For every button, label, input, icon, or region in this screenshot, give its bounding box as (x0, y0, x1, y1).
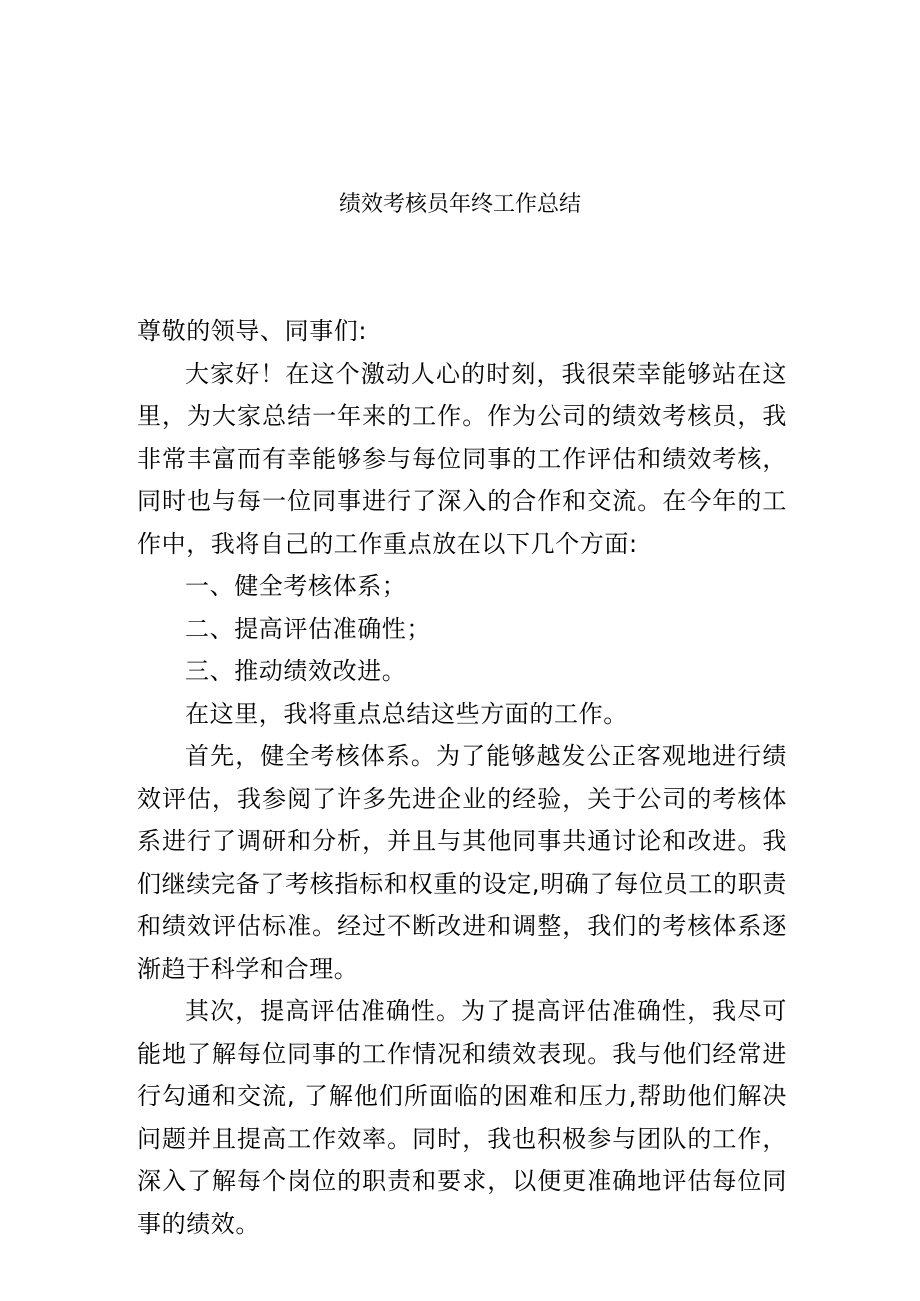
paragraph-transition: 在这里，我将重点总结这些方面的工作。 (185, 699, 628, 728)
paragraph-second: 其次，提高评估准确性。为了提高评估准确性，我尽可能地了解每位同事的工作情况和绩效表现。我与他们经常进行勾通和交流, 了解他们所面临的困难和压力,帮助他们解决问题并且提高工作效率。同时，我也积极参与团队的工作，深入了解每个岗位的职责和要求，以便更准确地评估每位同事的绩效。 (137, 997, 787, 1238)
paragraph-intro: 大家好！在这个激动人心的时刻，我很荣幸能够站在这里，为大家总结一年来的工作。作为公司的绩效考核员，我非常丰富而有幸能够参与每位同事的工作评估和绩效考核，同时也与每一位同事进行了深入的合作和交流。在今年的工作中，我将自己的工作重点放在以下几个方面: (137, 359, 787, 558)
list-item-2: 二、提高评估准确性； (185, 614, 431, 643)
salutation: 尊敬的领导、同事们: (137, 317, 368, 345)
document-title: 绩效考核员年终工作总结 (338, 192, 581, 217)
document-body (137, 310, 787, 1245)
list-item-1: 一、健全考核体系； (185, 572, 407, 600)
list-item-3: 三、推动绩效改进。 (185, 657, 407, 685)
paragraph-first: 首先，健全考核体系。为了能够越发公正客观地进行绩效评估，我参阅了许多先进企业的经验，关于公司的考核体系进行了调研和分析，并且与其他同事共通讨论和改进。我们继续完备了考核指标和权重的设定,明确了每位员工的职责和绩效评估标准。经过不断改进和调整，我们的考核体系逐渐趋于科学和合理。 (137, 742, 787, 983)
